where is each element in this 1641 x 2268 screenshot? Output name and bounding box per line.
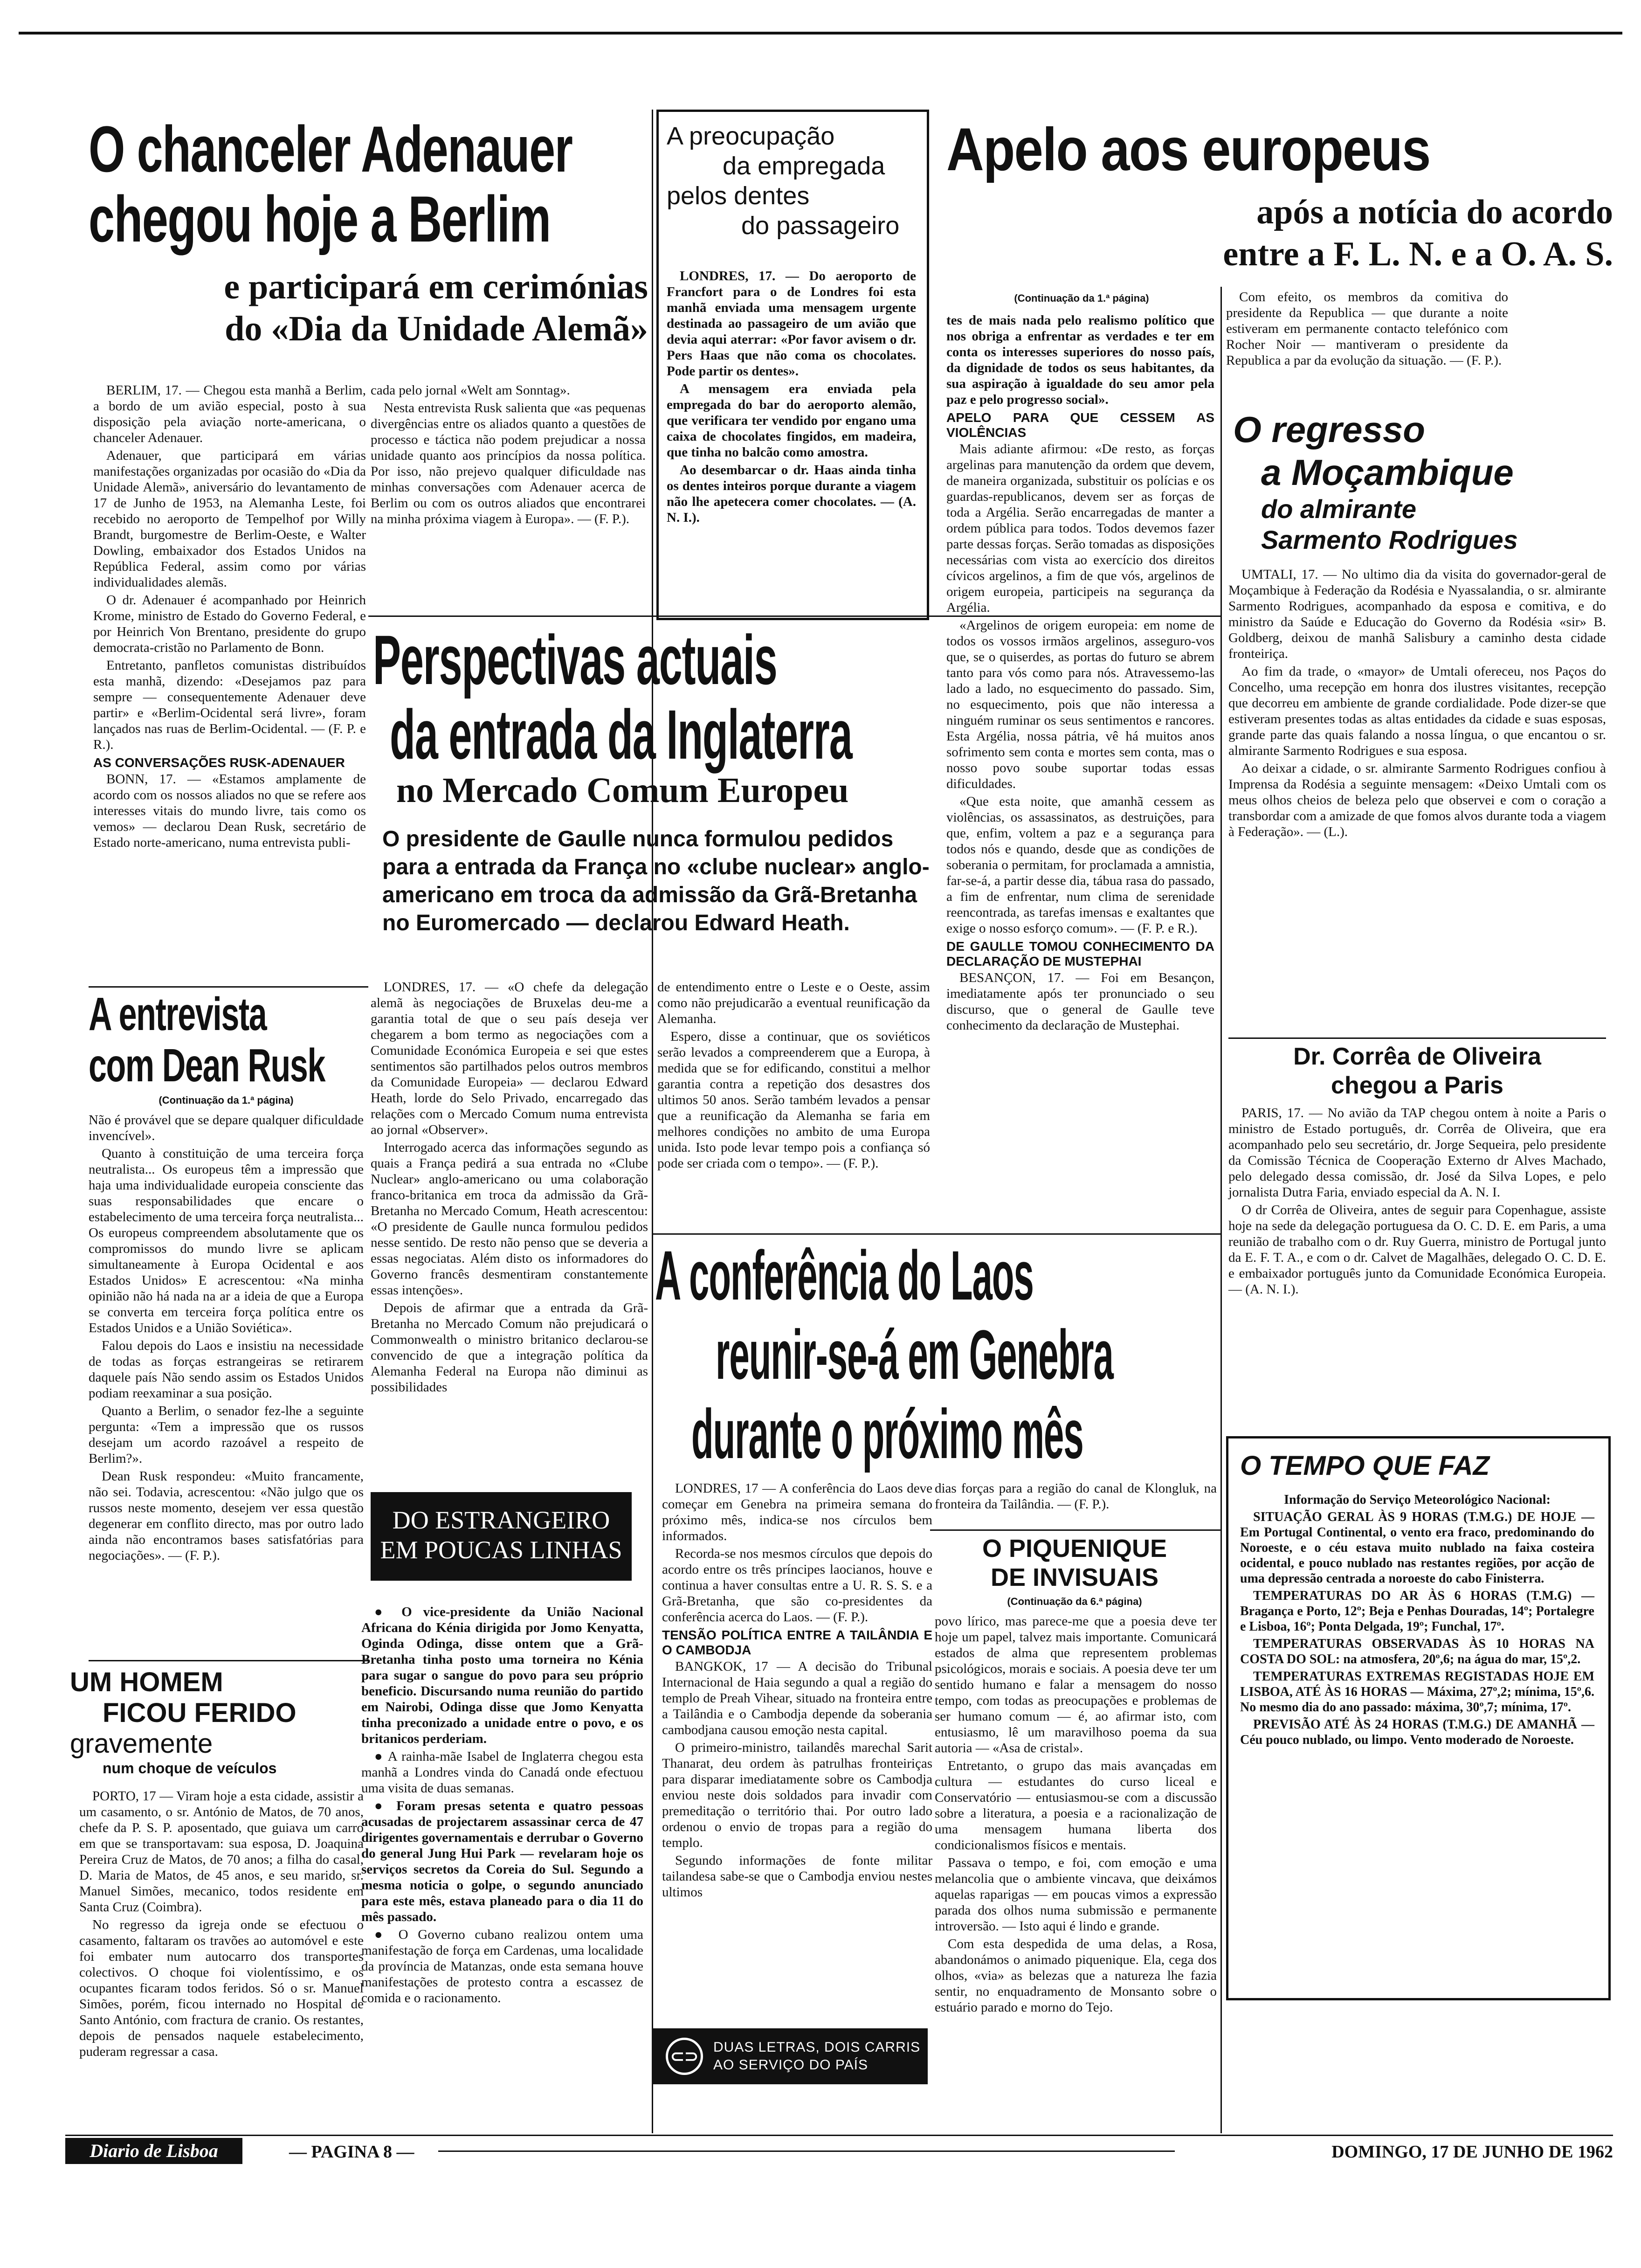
laos-hl3: durante o próximo mês (691, 1395, 1083, 1473)
correa-hl1: Dr. Corrêa de Oliveira (1293, 1043, 1541, 1070)
apelo-cont-label: (Continuação da 1.ª página) (1014, 292, 1149, 304)
perspectivas-hl3: no Mercado Comum Europeu (396, 771, 849, 810)
ferido-p1: PORTO, 17 — Viram hoje a esta cidade, assistir a um casamento, o sr. António de Matos, de 70 anos, chefe da P. S. P. aposentado, que guiava um carro em que se transportavam: sua esposa, D. Joaquina Pereira Cruz de Matos, de 70 anos; a filha do casal, D. Maria de Matos, de 45 anos, e seu marido, sr. Manuel Simões, mecanico, todos residente em Santa Cruz (Coimbra). (79, 1789, 364, 1915)
tempo-p1: SITUAÇÃO GERAL ÀS 9 HORAS (T.M.G.) DE HOJE — Em Portugal Continental, o vento era fraco, predominando do Noroeste, e o céu estava muito nublado na faixa costeira ocidental, e pouco nublado nas restantes regiões, por acção de uma depressão centrada a noroeste do cabo Finisterra. (1240, 1510, 1594, 1586)
rusk-cont-label: (Continuação da 1.ª página) (159, 1094, 294, 1106)
mocambique-p1: UMTALI, 17. — No ultimo dia da visita do governador-geral de Moçambique à Federação da Rodésia e Nyassalandia, o sr. almirante Sarmento Rodrigues, acompanhado da esposa e comitiva, e do ministro da Saúde e Educação do Governo da Rodésia «sir» B. Goldberg, deixou de manhã Salisbury a caminho desta cidade fronteiriça. (1228, 567, 1606, 661)
apelo-p4: «Que esta noite, que amanhã cessem as violências, os assassinatos, as destruições, para que, enfim, voltem a paz e a segurança para todos nós e quando, desde que as condições de soberania o permitam, for proclamada a amnistia, far-se-á, a partir desse dia, tábua rasa do passado, a fim de enfrentar, num clima de serenidade reencontrada, as tarefas imensas e exaltantes que exige o nosso esforço comum». — (F. P. e R.). (946, 794, 1214, 936)
piquenique-hl2: DE INVISUAIS (990, 1563, 1159, 1591)
laos-p4: O primeiro-ministro, tailandês marechal Sarit Thanarat, deu ordem às patrulhas fronteiriças para disparar imediatamente sobre os Cambodja enviou neste dois soldados para invadir com premeditação o território thai. Por outro lado ordenou o envio de tropas para a região do templo. (662, 1740, 932, 1850)
adenauer-p2: Adenauer, que participará em várias manifestações organizadas por ocasião do «Dia da Unidade Alemã», aniversário do levantamento de 17 de Junho de 1953, na Alemanha Leste, foi recebido no aeroporto de Tempelhof por Willy Brandt, burgomestre de Berlim-Oeste, e Walter Dowling, embaixador dos Estados Unidos na República Federal, assim como por várias individualidades alemãs. (93, 448, 366, 590)
estrangeiro-item2: ● A rainha-mãe Isabel de Inglaterra chegou esta manhã a Londres vinda do Canadá onde efectuou uma visita de duas semanas. (361, 1749, 643, 1796)
correa-body (1228, 1105, 1606, 1299)
tempo-p3: TEMPERATURAS OBSERVADAS ÀS 10 HORAS NA COSTA DO SOL: na atmosfera, 20º,6; na água do mar, 15º,2. (1240, 1637, 1594, 1666)
rule-rusk (89, 986, 368, 988)
apelo-hl1: Apelo aos europeus (946, 115, 1430, 183)
perspectivas-p5: Espero, disse a continuar, que os soviéticos serão levados a compreenderem que a Europa, à medida que se for edificando, constitui a melhor garantia contra a repetição dos desastres dos ultimos 50 anos. Serão também levados a pensar que a reunificação da Alemanha se faria em melhores condições no ambito de uma Europa unida. Isto pode levar tempo pois a confiança só pode ser criada com o tempo». — (F. P.). (657, 1029, 930, 1171)
perspectivas-p1: LONDRES, 17. — «O chefe da delegação alemã às negociações de Bruxelas deu-me a garantia total de que o seu país deseja ver chegarem a bom termo as negociações com a Comunidade Económica Europeia e sei que estes sentimentos são partilhados pelos outros membros da Comunidade Europeia» — declarou Edward Heath, lorde do Selo Privado, encarregado das relações com o Mercado Comum numa entrevista ao jornal «Observer». (371, 980, 648, 1137)
carris-ad-text (713, 2039, 920, 2074)
adenauer-subhead (135, 266, 648, 350)
carris-logo-icon: ⊂⊃ (666, 2038, 703, 2075)
rusk-p1: Não é provável que se depare qualquer dificuldade invencível». (89, 1113, 364, 1143)
apelo-p5: BESANÇON, 17. — Foi em Besançon, imediatamente após ter pronunciado o seu discurso, que o general de Gaulle teve conhecimento da declaração de Mustephai. (946, 970, 1214, 1033)
tempo-body (1240, 1492, 1594, 1749)
empregada-hl2: da empregada (723, 152, 885, 180)
apelo-p6: Com efeito, os membros da comitiva do presidente da Republica — que durante a noite estiveram em permanente contacto telefónico com Rocher Noir — mantiveram o presidente da Republica a par da evolução da situação. — (F. P.). (1226, 290, 1508, 368)
piquenique-headline (930, 1534, 1219, 1592)
estrangeiro-box-line2: EM POUCAS LINHAS (380, 1536, 622, 1564)
adenauer-p4: Entretanto, panfletos comunistas distribuídos esta manhã, dizendo: «Desejamos paz para sempre — consequentemente Adenauer deve partir» e «Berlim-Ocidental será livre», foram lançados nas ruas de Berlim-Ocidental. — (F. P. e R.). (93, 658, 366, 752)
apelo-hl2: após a notícia do acordo (1256, 193, 1613, 231)
estrangeiro-item1: ● O vice-presidente da União Nacional Africana do Kénia dirigida por Jomo Kenyatta, Oginda Odinga, disse ontem que a Grã-Bretanha tinha posto uma torneira no Kénia para sugar o sangue do povo para seu próprio beneficio. Discursando numa reunião do partido em Nairobi, Odinga disse que Jomo Kenyatta tinha preconizado a unidade entre o povo, e os britanicos perderiam. (361, 1604, 643, 1746)
correa-hl2: chegou a Paris (1331, 1072, 1503, 1099)
adenauer-col2 (371, 382, 646, 529)
apelo-cont (951, 291, 1212, 307)
perspectivas-hl2: da entrada da Inglaterra (390, 695, 852, 774)
mocambique-hl3: do almirante (1261, 494, 1416, 524)
mocambique-p3: Ao deixar a cidade, o sr. almirante Sarmento Rodrigues confiou à Imprensa da Rodésia a seguinte mensagem: «Deixo Umtali com os meus olhos cheios de beleza pelo que observei e com o coração a transbordar com a amizade de que fomos alvos durante toda a viagem à Federação». — (L.). (1228, 761, 1606, 839)
apelo-sub2: DE GAULLE TOMOU CONHECIMENTO DA DECLARAÇÃO DE MUSTEPHAI (946, 939, 1214, 968)
rusk-hl2: com Dean Rusk (89, 1039, 325, 1092)
correa-p2: O dr Corrêa de Oliveira, antes de seguir para Copenhague, assiste hoje na sede da delegação portuguesa da O. C. D. E. em Paris, a uma reunião de trabalho com o dr. Ruy Guerra, ministro de Portugal junto da E. F. T. A., e com o dr. Calvet de Magalhães, delegado O. C. D. E. e embaixador português junto da Comunidade Económica Europeia. — (A. N. I.). (1228, 1203, 1606, 1297)
empregada-body (667, 268, 916, 527)
adenauer-subhead-line2: do «Dia da Unidade Alemã» (225, 309, 648, 348)
ferido-body (79, 1788, 364, 2061)
mocambique-headline (1233, 408, 1606, 555)
correa-p1: PARIS, 17. — No avião da TAP chegou ontem à noite a Paris o ministro de Estado português, dr. Corrêa de Oliveira, que era acompanhado pelo seu secretário, dr. Jorge Sequeira, pelo presidente da Comissão Técnica de Cooperação Externo dr Alves Machado, pelo delegado dessa comissão, dr. José da Silva Lopes, e pelo jornalista Dutra Faria, enviado especial da A. N. I. (1228, 1106, 1606, 1200)
mocambique-body (1228, 567, 1606, 842)
rule-piquenique (930, 1529, 1220, 1531)
carris-ad-line2: AO SERVIÇO DO PAÍS (713, 2057, 868, 2073)
estrangeiro-item1-text: O vice-presidente da União Nacional Africana do Kénia dirigida por Jomo Kenyatta, Oginda Odinga, disse ontem que a Grã-Bretanha tinha posto uma torneira no Kénia para sugar o sangue do povo para seu próprio beneficio. Discursando numa reunião do partido em Nairobi, Odinga disse que Jomo Kenyatta tinha preconizado a unidade entre o povo, e os britanicos perderiam. (361, 1604, 643, 1746)
adenauer-sub-rusk: AS CONVERSAÇÕES RUSK-ADENAUER (93, 755, 345, 770)
rule-correa (1228, 1037, 1606, 1039)
tempo-p5: PREVISÃO ATÉ ÀS 24 HORAS (T.M.G.) DE AMANHÃ — Céu pouco nublado, ou limpo. Vento moderado de Noroeste. (1240, 1717, 1594, 1747)
adenauer-headline-line1: O chanceler Adenauer (89, 112, 572, 186)
estrangeiro-item3-text: Foram presas setenta e quatro pessoas acusadas de projectarem assassinar cerca de 47 dirigentes governamentais e derrubar o Governo do general Jung Hui Park — revelaram hoje os serviços secretos da Coreia do Sul. Segundo a mesma noticia o golpe, o segundo anunciado para este mês, estava planeado para o dia 11 do mês passado. (361, 1798, 643, 1924)
laos-col1 (662, 1480, 932, 1902)
estrangeiro-item4-text: O Governo cubano realizou ontem uma manifestação de força em Cardenas, uma localidade da província de Matanzas, onde esta semana houve manifestações de protesto contra a escassez de comida e o racionamento. (361, 1927, 643, 2005)
adenauer-p7: Nesta entrevista Rusk salienta que «as pequenas divergências entre os aliados quanto a questões de processo e táctica não podem prejudicar a nossa unidade quanto aos princípios da nossa política. Por isso, não prejevo qualquer dificuldade nas minhas conversações com Adenauer acerca de Berlim ou com os outros aliados que encontrarei na minha próxima viagem à Europa». — (F. P.). (371, 401, 646, 526)
mocambique-hl2: a Moçambique (1261, 452, 1514, 493)
ferido-hl4: num choque de veículos (103, 1760, 277, 1777)
perspectivas-p4: de entendimento entre o Leste e o Oeste, assim como não prejudicarão a eventual reunificação da Alemanha. (657, 980, 930, 1026)
top-rule (19, 32, 1622, 35)
carris-ad (653, 2028, 928, 2084)
apelo-subhead (1016, 191, 1613, 275)
masthead: Diario de Lisboa (65, 2138, 242, 2164)
piquenique-p4: Com esta despedida de uma delas, a Rosa, abandonámos o animado piquenique. Ela, cega dos olhos, «via» as belezas que a natureza lhe fazia sentir, no enquadramento de Monsanto sobre o estuário parado e morno do Tejo. (935, 1936, 1217, 2015)
laos-p6: dias forças para a região do canal de Klongluk, na fronteira da Tailândia. — (F. P.). (935, 1481, 1217, 1512)
piquenique-p3: Passava o tempo, e foi, com emoção e uma melancolia que o ambiente vincava, que deixámos aquelas raparigas — em poucas vimos a expressão parada dos olhos numa submissão e permanente introversão. — Isto aqui é lindo e grande. (935, 1855, 1217, 1934)
adenauer-subhead-line1: e participará em cerimónias (224, 267, 648, 306)
adenauer-p3: O dr. Adenauer é acompanhado por Heinrich Krome, ministro de Estado do Governo Federal, e por Heinrich Von Brentano, presidente do grupo democrata-cristão no Parlamento de Bonn. (93, 593, 366, 655)
rule-perspectivas (368, 615, 1220, 617)
laos-p1: LONDRES, 17 — A conferência do Laos deve começar em Genebra na primeira semana do próximo mês, indica-se nos círculos bem informados. (662, 1481, 932, 1543)
col-rule-3 (1220, 287, 1222, 2133)
estrangeiro-item3: ● Foram presas setenta e quatro pessoas acusadas de projectarem assassinar cerca de 47 dirigentes governamentais e derrubar o Governo do general Jung Hui Park — revelaram hoje os serviços secretos da Coreia do Sul. Segundo a mesma noticia o golpe, o segundo anunciado para este mês, estava planeado para o dia 11 do mês passado. (361, 1798, 643, 1924)
mocambique-hl1: O regresso (1233, 409, 1425, 450)
estrangeiro-item2-text: A rainha-mãe Isabel de Inglaterra chegou esta manhã a Londres vinda do Canadá onde efectuou uma visita de duas semanas. (361, 1749, 643, 1796)
piquenique-cont (932, 1595, 1217, 1611)
piquenique-body (935, 1613, 1217, 2017)
apelo-sub1: APELO PARA QUE CESSEM AS VIOLÊNCIAS (946, 410, 1214, 440)
empregada-hl1: A preocupação (667, 122, 835, 150)
tempo-p2: TEMPERATURAS DO AR ÀS 6 HORAS (T.M.G) — Bragança e Porto, 12º; Beja e Penhas Douradas, 14º; Portalegre e Lisboa, 16º; Ponta Delgada, 19º; Funchal, 17º. (1240, 1589, 1594, 1634)
empregada-p3: Ao desembarcar o dr. Haas ainda tinha os dentes inteiros porque durante a viagem não lhe apetecera comer chocolates. — (A. N. I.). (667, 463, 916, 525)
adenauer-p6: cada pelo jornal «Welt am Sonntag». (371, 383, 570, 398)
tempo-headline: O TEMPO QUE FAZ (1240, 1451, 1489, 1481)
laos-headline (655, 1236, 1219, 1473)
ferido-hl1: UM HOMEM (70, 1667, 223, 1697)
perspectivas-headline (373, 622, 1217, 772)
laos-p3: BANGKOK, 17 — A decisão do Tribunal Internacional de Haia segundo a qual a região do templo de Preah Vihear, situado na fronteira entre a Tailândia e o Cambodja depende da soberania cambodjana causou emoção nesta capital. (662, 1659, 932, 1737)
rusk-hl1: A entrevista (89, 988, 267, 1040)
perspectivas-deck: O presidente de Gaulle nunca formulou pedidos para a entrada da França no «clube nuclear» anglo-americano em troca da admissão da Grã-Bretanha no Euromercado — declarou Edward Heath. (382, 827, 930, 935)
perspectivas-hl1: Perspectivas actuais (373, 621, 777, 699)
apelo-col2 (1226, 289, 1508, 370)
tempo-source: Informação do Serviço Meteorológico Nacional: (1284, 1493, 1551, 1507)
rule-laos (653, 1233, 1220, 1235)
rusk-p5: Dean Rusk respondeu: «Muito francamente, não sei. Todavia, acrescentou: «Não julgo que os russos neste momento, desejem ver essa questão degenerar em conflito directo, mas por outro lado ainda não encontramos bases satisfatórias para negociações». — (F. P.). (89, 1469, 364, 1563)
apelo-hl3: entre a F. L. N. e a O. A. S. (1223, 235, 1613, 273)
mocambique-p2: Ao fim da trade, o «mayor» de Umtali ofereceu, nos Paços do Concelho, uma recepção em honra dos ilustres visitantes, recepção que decorreu em ambiente de grande cordialidade. Pode dizer-se que estiveram presentes todas as altas entidades da cidade e suas esposas, grande parte das quais falando a nossa língua, o que encantou o sr. almirante Sarmento Rodrigues e sua esposa. (1228, 664, 1606, 758)
empregada-p1: LONDRES, 17. — Do aeroporto de Francfort para o de Londres foi esta manhã enviada uma mensagem urgente destinada ao passageiro de um avião que devia aqui aterrar: «Por favor avisem o dr. Pers Haas que não coma os chocolates. Pode partir os dentes». (667, 269, 916, 379)
estrangeiro-item4: ● O Governo cubano realizou ontem uma manifestação de força em Cardenas, uma localidade da província de Matanzas, onde esta semana houve manifestações de protesto contra a escassez de comida e o racionamento. (361, 1927, 643, 2005)
empregada-hl4: do passageiro (741, 212, 900, 240)
laos-p2: Recorda-se nos mesmos círculos que depois do acordo entre os três príncipes laocianos, houve e continua a haver consultas entre a U. R. S. S. e a Grã-Bretanha, que são co-presidentes da conferência acerca do Laos. — (F. P.). (662, 1546, 932, 1625)
piquenique-hl1: O PIQUENIQUE (982, 1535, 1167, 1563)
laos-sub1: TENSÃO POLÍTICA ENTRE A TAILÂNDIA E O CAMBODJA (662, 1628, 932, 1657)
ferido-hl2: FICOU FERIDO (103, 1698, 296, 1728)
piquenique-cont-label: (Continuação da 6.ª página) (1007, 1596, 1142, 1607)
estrangeiro-body (361, 1604, 643, 2008)
piquenique-p2: Entretanto, o grupo das mais avançadas em cultura — estudantes do curso liceal e Conservatório — entusiasmou-se com a discussão sobre a literatura, a poesia e a racionalização de uma mensagem humana liberta dos condicionalismos físicos e mentais. (935, 1758, 1217, 1853)
ferido-p2: No regresso da igreja onde se efectuou o casamento, faltaram os travões ao automóvel e este foi embater num autocarro dos transportes colectivos. O choque foi violentíssimo, e os ocupantes ficaram todos feridos. Só o sr. Manuel Simões, porém, ficou internado no Hospital de Santo António, com fractura de cranio. Os restantes, depois de pensados naquele estabelecimento, puderam regressar a casa. (79, 1917, 364, 2059)
apelo-p3: «Argelinos de origem europeia: em nome de todos os vossos irmãos argelinos, asseguro-vos que, se o quiserdes, as portas do futuro se abrem tanto para vós como para nós. Atravessemo-las lado a lado, no esquecimento do passado. Sim, no esquecimento, pois que não interessa a ninguém ruminar os seus sentimentos e rancores. Esta Argélia, nossa pátria, vê há muitos anos sofrimento sem conta e mortes sem conta, mas o nosso povo soube suportar todas essas dificuldades. (946, 618, 1214, 791)
footer-rule (65, 2135, 1613, 2136)
ferido-hl3: gravemente (70, 1729, 213, 1759)
col-rule-1 (652, 110, 653, 2133)
adenauer-col1 (93, 382, 366, 852)
perspectivas-p2: Interrogado acerca das informações segundo as quais a França pedirá a sua entrada no «Clube Nuclear» anglo-americano ou uma colaboração franco-britanica em troca da admissão da Grã-Bretanha no Mercado Comum, Heath acrescentou: «O presidente de Gaulle nunca formulou pedidos nesse sentido. De resto não penso que se deveria a essas negociatas. Além disto os informadores do Governo francês desmentiram constantemente essas intenções». (371, 1140, 648, 1298)
rusk-headline (89, 989, 368, 1091)
empregada-headline (667, 121, 918, 241)
laos-p5: Segundo informações de fonte militar tailandesa sabe-se que o Cambodja enviou nestes ultimos (662, 1853, 932, 1900)
apelo-headline (946, 114, 1608, 184)
adenauer-p1: BERLIM, 17. — Chegou esta manhã a Berlim, a bordo de um avião especial, posto à sua disposição pela aviação norte-americana, o chanceler Adenauer. (93, 383, 366, 445)
tempo-p4: TEMPERATURAS EXTREMAS REGISTADAS HOJE EM LISBOA, ATÉ ÀS 16 HORAS — Máxima, 27º,2; mínima, 15º,6. No mesmo dia do ano passado: máxima, 30º,7; mínima, 17º. (1240, 1669, 1594, 1715)
estrangeiro-box (371, 1492, 632, 1581)
laos-hl2: reunir-se-á em Genebra (716, 1315, 1113, 1394)
page-number: — PAGINA 8 — (289, 2142, 414, 2162)
piquenique-p1: povo lírico, mas parece-me que a poesia deve ter hoje um papel, talvez mais importante. Comunicará estados de alma que representem problemas psicológicos, morais e sociais. A poesia deve ter um sentido humano e falar a mensagem do nosso tempo, com todas as preocupações e problemas de ser humano comum — é, ao afirmar isto, com entusiasmo, lê um maravilhoso poema da sua autoria — «Asa de cristal». (935, 1614, 1217, 1756)
apelo-p1: tes de mais nada pelo realismo político que nos obriga a enfrentar as verdades e ter em conta os interesses superiores do nosso país, da dignidade de todos os seus habitantes, da sua aspiração à igualdade do seu amor pela paz e pelo progresso social». (946, 313, 1214, 407)
correa-headline (1228, 1042, 1606, 1100)
issue-date: DOMINGO, 17 DE JUNHO DE 1962 (1331, 2142, 1613, 2162)
empregada-p2: A mensagem era enviada pela empregada do bar do aeroporto alemão, que verificara ter vendido por engano uma caixa de chocolates fingidos, em madeira, que tinha no balcão como amostra. (667, 381, 916, 460)
adenauer-p5: BONN, 17. — «Estamos amplamente de acordo com os nossos aliados no que se refere aos interesses vitais do mundo livre, tais como os vemos» — declarou Dean Rusk, secretário de Estado norte-americano, numa entrevista publi- (93, 772, 366, 850)
rusk-p2: Quanto à constituição de uma terceira força neutralista... Os europeus têm a impressão que haja uma individualidade europeia consciente das suas responsabilidades que encare o estabelecimento de uma terceira força neutralista... Os europeus compreendem absolutamente que os compromissos do mundo livre se aplicam simultaneamente à Europa Ocidental e aos Estados Unidos» E acrescentou: «Na minha opinião não há nada na ar a ideia de que a Europa se converta em terceira força política entre os Estados Unidos e a União Soviética». (89, 1146, 364, 1335)
apelo-p2: Mais adiante afirmou: «De resto, as forças argelinas para manutenção da ordem que devem, de maneira organizada, substituir os polícias e os guardas-republicanos, devem ser as forças de toda a Argélia. Serão encarregadas de manter a ordem pública para todos. Todos devemos fazer parte dessas forças. Serão tomadas as disposições necessárias com vista ao exercício dos direitos cívicos argelinos, a fim de que vós, argelinos de origem europeia, participeis na segurança da Argélia. (946, 442, 1214, 615)
rule-ferido (89, 1660, 368, 1661)
adenauer-headline-line2: chegou hoje a Berlim (89, 182, 551, 256)
rusk-p3: Falou depois do Laos e insistiu na necessidade de todas as forças estrangeiras se retirarem daquele país Não sendo assim os Estados Unidos podiam reexaminar a sua posição. (89, 1338, 364, 1401)
adenauer-headline (89, 114, 648, 254)
rusk-p4: Quanto a Berlim, o senador fez-lhe a seguinte pergunta: «Tem a impressão que os russos desejam um acordo razoável a respeito de Berlim?». (89, 1404, 364, 1466)
perspectivas-p3: Depois de afirmar que a entrada da Grã-Bretanha no Mercado Comum não prejudicará o Commonwealth o ministro britanico declarou-se convencido de que a integração política da Alemanha Federal na Europa não diminui as possibilidades (371, 1300, 648, 1395)
estrangeiro-box-line1: DO ESTRANGEIRO (392, 1506, 610, 1534)
footer-dash (438, 2150, 1175, 2152)
carris-ad-line1: DUAS LETRAS, DOIS CARRIS (713, 2040, 921, 2055)
laos-col2 (935, 1480, 1217, 1514)
empregada-hl3: pelos dentes (667, 182, 810, 210)
perspectivas-col1 (371, 979, 648, 1397)
rusk-cont (89, 1093, 364, 1109)
mocambique-hl4: Sarmento Rodrigues (1261, 525, 1518, 554)
perspectivas-col2 (657, 979, 930, 1173)
ferido-headline (70, 1667, 368, 1777)
rusk-body (89, 1112, 364, 1565)
laos-hl1: A conferência do Laos (655, 1236, 1034, 1314)
